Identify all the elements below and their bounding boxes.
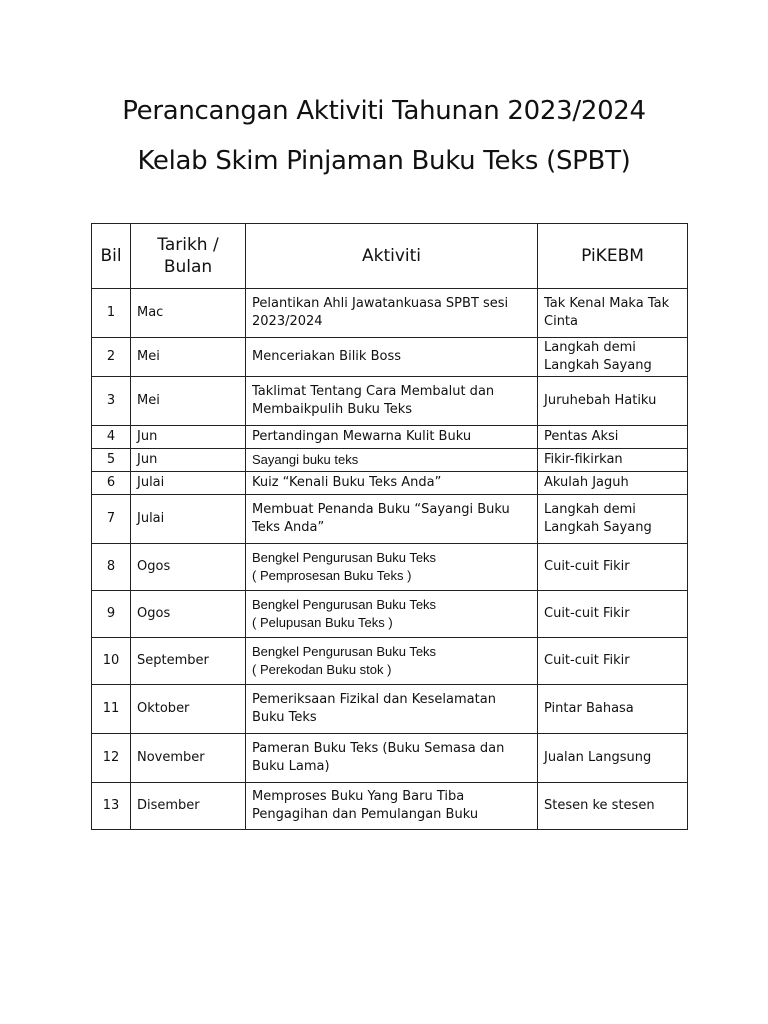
header-pikebm: PiKEBM: [538, 224, 688, 289]
cell-bulan: Ogos: [131, 591, 246, 638]
table-row: [92, 734, 688, 783]
cell-bulan: November: [131, 734, 246, 783]
cell-bulan: Jun: [131, 426, 246, 449]
cell-bulan: Mei: [131, 377, 246, 426]
cell-bil: 6: [92, 472, 131, 495]
cell-bulan: Mei: [131, 338, 246, 377]
cell-pikebm: Cuit-cuit Fikir: [538, 544, 688, 591]
cell-pikebm: Pentas Aksi: [538, 426, 688, 449]
cell-bulan: Oktober: [131, 685, 246, 734]
cell-pikebm: Jualan Langsung: [538, 734, 688, 783]
cell-aktiviti: Menceriakan Bilik Boss: [246, 338, 538, 377]
cell-aktiviti: Bengkel Pengurusan Buku Teks ( Perekodan Buku stok ): [246, 638, 538, 685]
cell-bulan: Julai: [131, 472, 246, 495]
activity-table: [91, 223, 688, 830]
cell-bil: 8: [92, 544, 131, 591]
table-row: [92, 495, 688, 544]
table-row: [92, 591, 688, 638]
table-row: [92, 685, 688, 734]
cell-pikebm: Cuit-cuit Fikir: [538, 591, 688, 638]
cell-aktiviti: Bengkel Pengurusan Buku Teks ( Pelupusan Buku Teks ): [246, 591, 538, 638]
table-row: [92, 426, 688, 449]
cell-pikebm: Pintar Bahasa: [538, 685, 688, 734]
cell-aktiviti: Pemeriksaan Fizikal dan Keselamatan Buku Teks: [246, 685, 538, 734]
cell-pikebm: Juruhebah Hatiku: [538, 377, 688, 426]
cell-aktiviti: Memproses Buku Yang Baru Tiba Pengagihan dan Pemulangan Buku: [246, 783, 538, 830]
cell-bil: 4: [92, 426, 131, 449]
cell-bil: 12: [92, 734, 131, 783]
table-header-row: [92, 224, 688, 289]
header-bil: Bil: [92, 224, 131, 289]
cell-aktiviti: Pelantikan Ahli Jawatankuasa SPBT sesi 2023/2024: [246, 289, 538, 338]
page-title: Perancangan Aktiviti Tahunan 2023/2024: [122, 96, 646, 126]
cell-pikebm: Tak Kenal Maka Tak Cinta: [538, 289, 688, 338]
table-row: [92, 377, 688, 426]
table-row: [92, 783, 688, 830]
cell-bil: 3: [92, 377, 131, 426]
cell-bil: 11: [92, 685, 131, 734]
cell-pikebm: Stesen ke stesen: [538, 783, 688, 830]
cell-bil: 1: [92, 289, 131, 338]
cell-bulan: Ogos: [131, 544, 246, 591]
table-row: [92, 544, 688, 591]
cell-bulan: Mac: [131, 289, 246, 338]
cell-pikebm: Fikir-fikirkan: [538, 449, 688, 472]
cell-bil: 13: [92, 783, 131, 830]
cell-aktiviti: Pertandingan Mewarna Kulit Buku: [246, 426, 538, 449]
cell-bulan: Jun: [131, 449, 246, 472]
header-aktiviti: Aktiviti: [246, 224, 538, 289]
cell-pikebm: Langkah demi Langkah Sayang: [538, 495, 688, 544]
cell-bil: 2: [92, 338, 131, 377]
cell-aktiviti: Membuat Penanda Buku “Sayangi Buku Teks Anda”: [246, 495, 538, 544]
cell-bil: 7: [92, 495, 131, 544]
table-row: [92, 289, 688, 338]
cell-pikebm: Cuit-cuit Fikir: [538, 638, 688, 685]
cell-bulan: Disember: [131, 783, 246, 830]
cell-bulan: Julai: [131, 495, 246, 544]
cell-bil: 9: [92, 591, 131, 638]
header-tarikh: Tarikh / Bulan: [131, 224, 246, 289]
cell-aktiviti: Taklimat Tentang Cara Membalut dan Membaikpulih Buku Teks: [246, 377, 538, 426]
table-row: [92, 449, 688, 472]
cell-bil: 10: [92, 638, 131, 685]
table-row: [92, 638, 688, 685]
cell-pikebm: Akulah Jaguh: [538, 472, 688, 495]
cell-pikebm: Langkah demi Langkah Sayang: [538, 338, 688, 377]
table-row: [92, 338, 688, 377]
cell-aktiviti: Kuiz “Kenali Buku Teks Anda”: [246, 472, 538, 495]
cell-aktiviti: Bengkel Pengurusan Buku Teks ( Pemprosesan Buku Teks ): [246, 544, 538, 591]
cell-bulan: September: [131, 638, 246, 685]
cell-aktiviti: Sayangi buku teks: [246, 449, 538, 472]
cell-bil: 5: [92, 449, 131, 472]
cell-aktiviti: Pameran Buku Teks (Buku Semasa dan Buku Lama): [246, 734, 538, 783]
page-subtitle: Kelab Skim Pinjaman Buku Teks (SPBT): [137, 146, 631, 176]
table-row: [92, 472, 688, 495]
